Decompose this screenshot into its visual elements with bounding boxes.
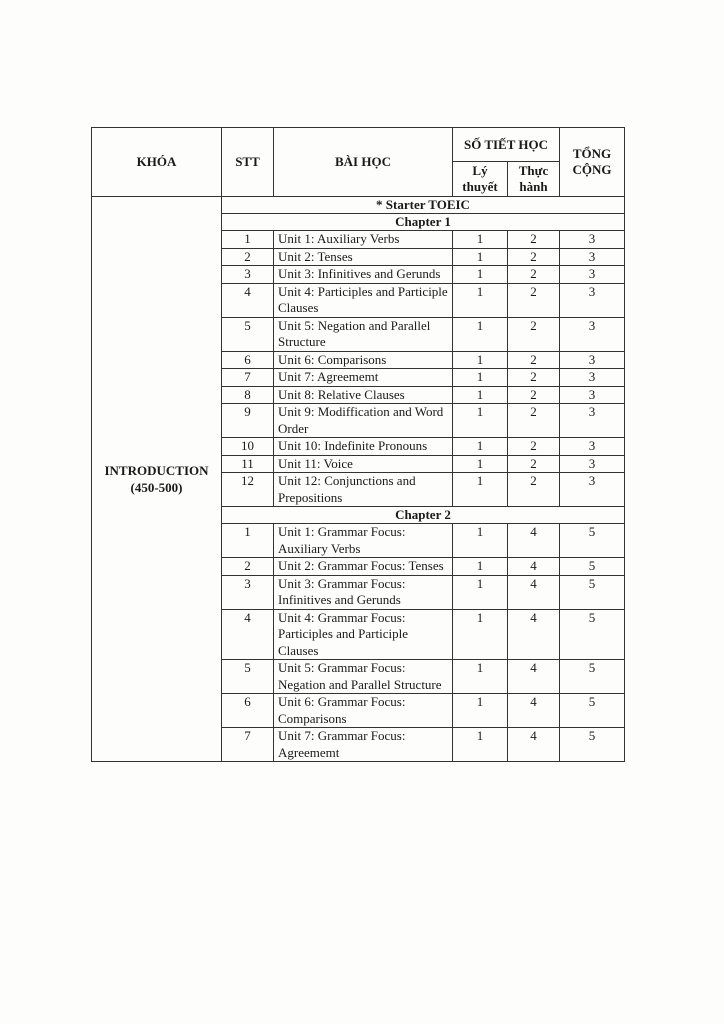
header-ly-thuyet: Lý thuyết	[453, 162, 508, 197]
row-theory: 1	[453, 248, 508, 266]
course-cell	[92, 197, 222, 762]
row-total: 3	[560, 351, 625, 369]
row-stt: 3	[222, 575, 274, 609]
row-stt: 8	[222, 386, 274, 404]
row-theory: 1	[453, 404, 508, 438]
row-lesson: Unit 12: Conjunctions and Prepositions	[274, 473, 453, 507]
row-stt: 7	[222, 728, 274, 762]
row-practice: 2	[508, 231, 560, 249]
row-lesson: Unit 1: Grammar Focus: Auxiliary Verbs	[274, 524, 453, 558]
row-theory: 1	[453, 473, 508, 507]
row-theory: 1	[453, 558, 508, 576]
row-lesson: Unit 11: Voice	[274, 455, 453, 473]
row-stt: 6	[222, 694, 274, 728]
row-lesson: Unit 7: Grammar Focus: Agreememt	[274, 728, 453, 762]
row-theory: 1	[453, 575, 508, 609]
row-practice: 2	[508, 266, 560, 284]
row-practice: 4	[508, 660, 560, 694]
header-stt: STT	[222, 128, 274, 197]
row-total: 5	[560, 694, 625, 728]
row-stt: 1	[222, 524, 274, 558]
header-tong-cong: TỔNG CỘNG	[560, 128, 625, 197]
row-stt: 2	[222, 248, 274, 266]
chapter-title: Chapter 2	[222, 507, 625, 524]
row-theory: 1	[453, 660, 508, 694]
row-theory: 1	[453, 283, 508, 317]
row-lesson: Unit 4: Grammar Focus: Participles and Participle Clauses	[274, 609, 453, 660]
row-total: 5	[560, 558, 625, 576]
header-bai-hoc: BÀI HỌC	[274, 128, 453, 197]
row-stt: 6	[222, 351, 274, 369]
row-theory: 1	[453, 231, 508, 249]
row-practice: 2	[508, 438, 560, 456]
row-practice: 2	[508, 369, 560, 387]
row-lesson: Unit 1: Auxiliary Verbs	[274, 231, 453, 249]
header-thuc-hanh: Thực hành	[508, 162, 560, 197]
row-lesson: Unit 2: Grammar Focus: Tenses	[274, 558, 453, 576]
row-total: 3	[560, 438, 625, 456]
row-stt: 12	[222, 473, 274, 507]
row-lesson: Unit 9: Modiffication and Word Order	[274, 404, 453, 438]
row-theory: 1	[453, 266, 508, 284]
row-practice: 4	[508, 609, 560, 660]
row-total: 3	[560, 369, 625, 387]
row-lesson: Unit 6: Comparisons	[274, 351, 453, 369]
row-theory: 1	[453, 386, 508, 404]
row-total: 5	[560, 728, 625, 762]
row-practice: 4	[508, 558, 560, 576]
row-theory: 1	[453, 438, 508, 456]
row-lesson: Unit 8: Relative Clauses	[274, 386, 453, 404]
row-total: 3	[560, 317, 625, 351]
curriculum-table	[91, 127, 625, 762]
row-practice: 4	[508, 694, 560, 728]
row-lesson: Unit 6: Grammar Focus: Comparisons	[274, 694, 453, 728]
row-total: 3	[560, 404, 625, 438]
row-total: 3	[560, 231, 625, 249]
row-practice: 2	[508, 455, 560, 473]
row-stt: 7	[222, 369, 274, 387]
row-total: 5	[560, 524, 625, 558]
row-lesson: Unit 2: Tenses	[274, 248, 453, 266]
row-theory: 1	[453, 317, 508, 351]
row-theory: 1	[453, 369, 508, 387]
row-practice: 2	[508, 248, 560, 266]
row-total: 3	[560, 386, 625, 404]
row-total: 5	[560, 660, 625, 694]
row-lesson: Unit 5: Negation and Parallel Structure	[274, 317, 453, 351]
row-theory: 1	[453, 455, 508, 473]
row-stt: 9	[222, 404, 274, 438]
row-total: 3	[560, 248, 625, 266]
course-range: (450-500)	[130, 480, 183, 495]
row-lesson: Unit 5: Grammar Focus: Negation and Parallel Structure	[274, 660, 453, 694]
row-practice: 4	[508, 575, 560, 609]
row-practice: 4	[508, 524, 560, 558]
course-name: INTRODUCTION	[104, 463, 209, 478]
row-lesson: Unit 10: Indefinite Pronouns	[274, 438, 453, 456]
row-total: 3	[560, 266, 625, 284]
row-lesson: Unit 3: Infinitives and Gerunds	[274, 266, 453, 284]
row-theory: 1	[453, 609, 508, 660]
row-practice: 2	[508, 404, 560, 438]
row-practice: 2	[508, 317, 560, 351]
row-total: 5	[560, 609, 625, 660]
row-lesson: Unit 7: Agreememt	[274, 369, 453, 387]
row-total: 5	[560, 575, 625, 609]
row-stt: 1	[222, 231, 274, 249]
row-theory: 1	[453, 351, 508, 369]
row-stt: 3	[222, 266, 274, 284]
chapter-title: Chapter 1	[222, 214, 625, 231]
row-practice: 2	[508, 351, 560, 369]
row-theory: 1	[453, 728, 508, 762]
row-theory: 1	[453, 694, 508, 728]
row-lesson: Unit 3: Grammar Focus: Infinitives and Gerunds	[274, 575, 453, 609]
header-so-tiet-hoc: SỐ TIẾT HỌC	[453, 128, 560, 162]
row-stt: 5	[222, 317, 274, 351]
row-practice: 4	[508, 728, 560, 762]
row-total: 3	[560, 283, 625, 317]
row-stt: 4	[222, 283, 274, 317]
starter-title: * Starter TOEIC	[222, 197, 625, 214]
row-total: 3	[560, 473, 625, 507]
row-stt: 5	[222, 660, 274, 694]
row-practice: 2	[508, 386, 560, 404]
row-stt: 11	[222, 455, 274, 473]
row-total: 3	[560, 455, 625, 473]
row-theory: 1	[453, 524, 508, 558]
row-practice: 2	[508, 473, 560, 507]
row-practice: 2	[508, 283, 560, 317]
row-lesson: Unit 4: Participles and Participle Clauses	[274, 283, 453, 317]
row-stt: 2	[222, 558, 274, 576]
row-stt: 4	[222, 609, 274, 660]
row-stt: 10	[222, 438, 274, 456]
header-khoa: KHÓA	[92, 128, 222, 197]
table-body	[92, 197, 625, 762]
